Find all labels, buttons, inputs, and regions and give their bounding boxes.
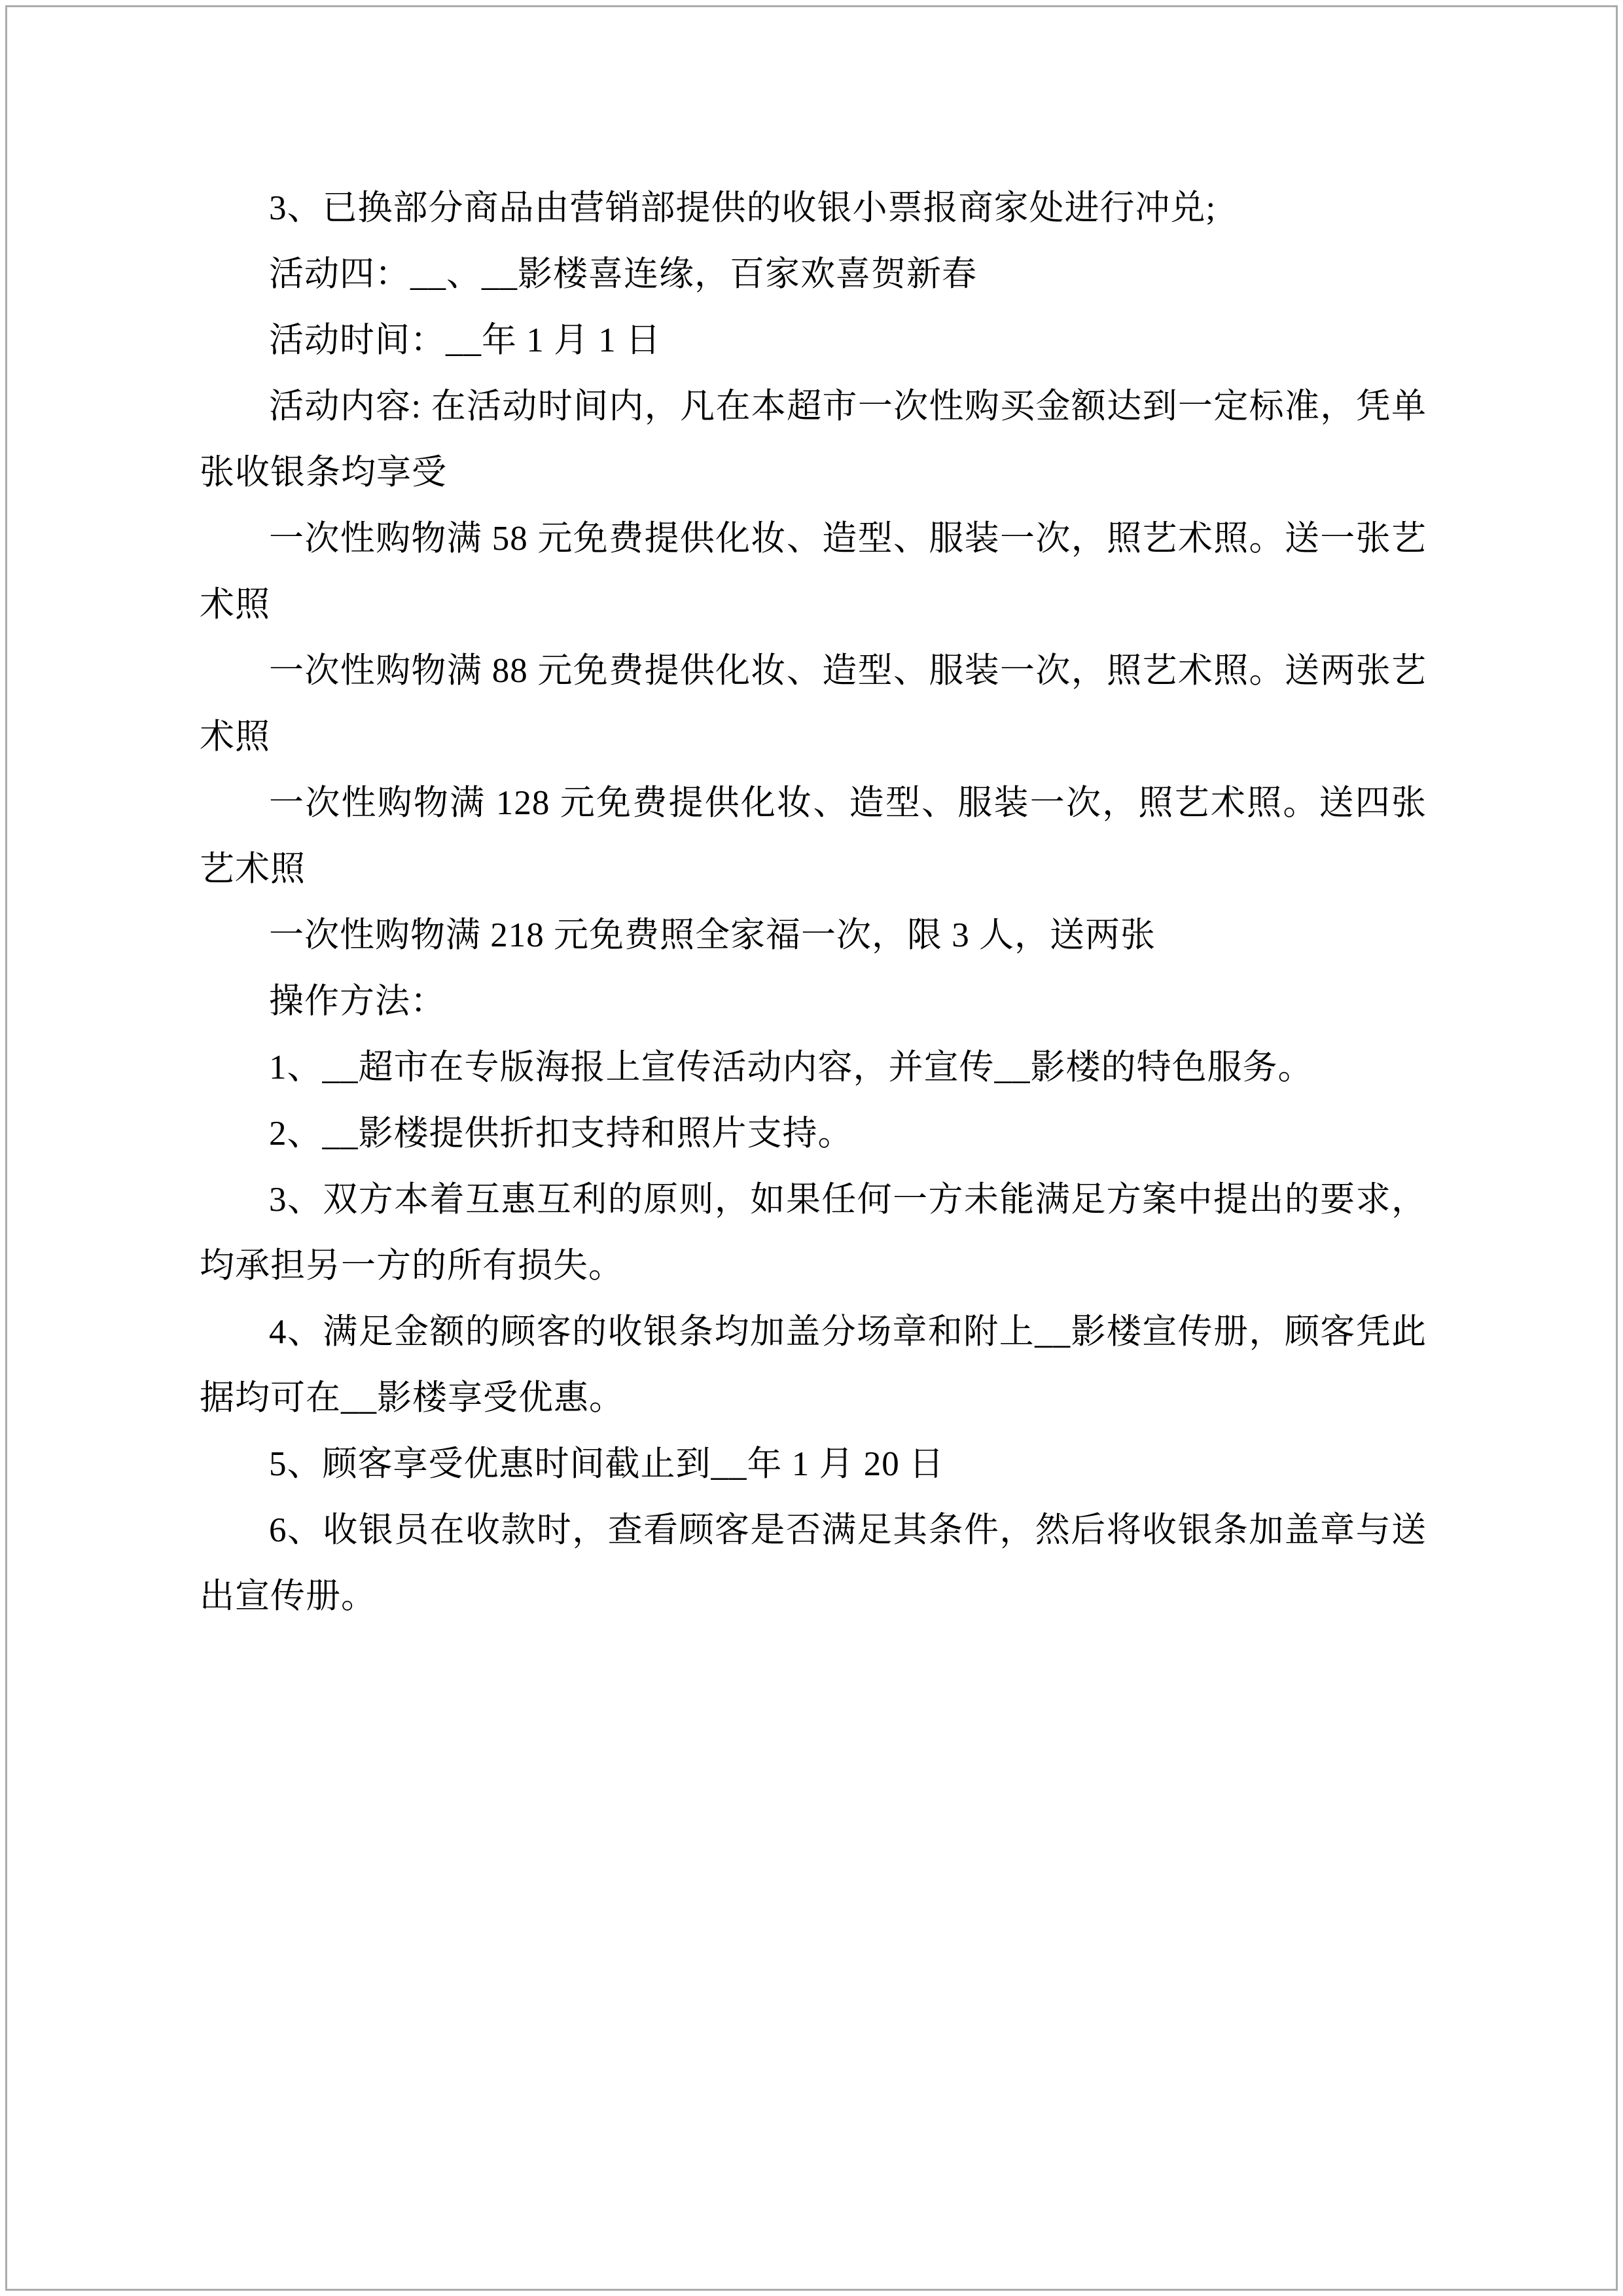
paragraph: 一次性购物满 218 元免费照全家福一次，限 3 人，送两张	[269, 916, 1156, 954]
paragraph: 活动四：__、__影楼喜连缘，百家欢喜贺新春	[269, 255, 977, 293]
paragraph: 6、收银员在收款时，查看顾客是否满足其条件，然后将收银条加盖章与送出宣传册。	[200, 1511, 1427, 1615]
paragraph: 一次性购物满 88 元免费提供化妆、造型、服装一次，照艺术照。送两张艺术照	[200, 652, 1427, 756]
paragraph: 一次性购物满 58 元免费提供化妆、造型、服装一次，照艺术照。送一张艺术照	[200, 520, 1427, 624]
paragraph: 活动时间：__年 1 月 1 日	[269, 321, 661, 359]
document-body	[200, 175, 1427, 1630]
paragraph: 操作方法：	[269, 982, 446, 1020]
paragraph: 2、__影楼提供折扣支持和照片支持。	[269, 1115, 853, 1153]
paragraph: 3、双方本着互惠互利的原则，如果任何一方未能满足方案中提出的要求，均承担另一方的所有损失。	[200, 1181, 1427, 1285]
paragraph: 1、__超市在专版海报上宣传活动内容，并宣传__影楼的特色服务。	[269, 1049, 1313, 1086]
paragraph: 5、顾客享受优惠时间截止到__年 1 月 20 日	[269, 1445, 944, 1483]
paragraph: 3、已换部分商品由营销部提供的收银小票报商家处进行冲兑;	[269, 189, 1217, 227]
paragraph: 一次性购物满 128 元免费提供化妆、造型、服装一次，照艺术照。送四张艺术照	[200, 784, 1427, 888]
paragraph: 4、满足金额的顾客的收银条均加盖分场章和附上__影楼宣传册，顾客凭此据均可在__影楼享受优惠。	[200, 1313, 1427, 1417]
paragraph: 活动内容: 在活动时间内，凡在本超市一次性购买金额达到一定标准，凭单张收银条均享受	[200, 387, 1427, 492]
